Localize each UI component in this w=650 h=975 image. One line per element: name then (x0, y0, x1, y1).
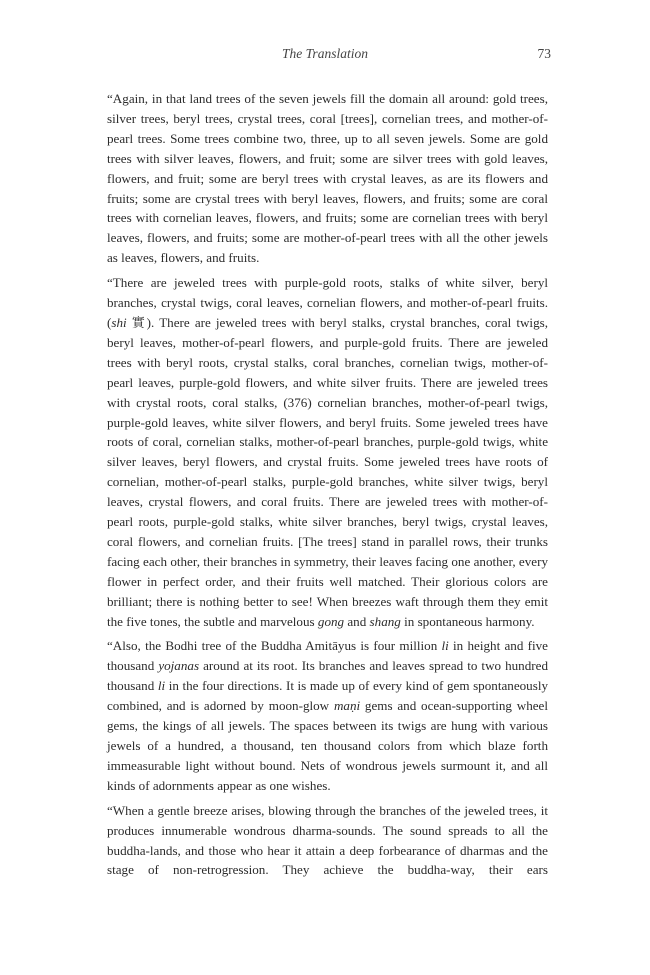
italic-term: gong (317, 613, 345, 629)
text-run: “Also, the Bodhi tree of the Buddha Amitāyus is four million (107, 638, 442, 654)
italic-term: shang (369, 613, 401, 629)
text-run: in spontaneous harmony. (400, 613, 535, 629)
running-head (0, 46, 650, 66)
text-run: in the four directions. It is made up of every kind of gem spontaneously combined, and is adorned by moon-glow (107, 678, 549, 714)
text-run: and (344, 613, 370, 629)
text-run: in height and five thousand (107, 638, 548, 674)
italic-term: li (441, 638, 449, 654)
text-run: “Again, in that land trees of the seven jewels fill the domain all around: gold trees, silver trees, beryl trees, crystal trees, coral [trees], cornelian trees, and mother-of-pearl trees. Some trees combine two, three, up to all seven jewels. Some are gold trees with silver leaves, flowers, and fruit; some are silver trees with gold leaves, flowers, and fruit; some are beryl trees with crystal leaves, as are its flowers and fruits; some are crystal trees with beryl leaves, flowers, and fruits; some are coral trees with cornelian leaves, flowers, and fruits; some are cornelian trees with beryl leaves, flowers, and fruits; some are mother-of-pearl trees with all the other jewels as leaves, flowers, and fruits. (107, 91, 548, 266)
paragraph (107, 273, 548, 631)
paragraph (107, 801, 548, 881)
running-title: The Translation (282, 46, 368, 61)
paragraph (107, 89, 548, 268)
italic-term: shi (111, 314, 127, 330)
text-run: 實). There are jeweled trees with beryl stalks, crystal branches, coral twigs, beryl leaves, mother-of-pearl flowers, and purple-gold fruits. There are jeweled trees with beryl roots, crystal stalks, coral branches, cornelian twigs, mother-of-pearl leaves, purple-gold flowers, and white silver fruits. There are jeweled trees with crystal roots, coral stalks, (376) cornelian branches, mother-of-pearl twigs, purple-gold leaves, white silver flowers, and beryl fruits. Some jeweled trees have roots of coral, cornelian stalks, mother-of-pearl branches, purple-gold twigs, white silver leaves, beryl flowers, and crystal fruits. Some jeweled trees have roots of cornelian, mother-of-pearl stalks, purple-gold branches, white silver twigs, beryl leaves, crystal flowers, and coral fruits. There are jeweled trees with mother-of-pearl roots, purple-gold stalks, white silver branches, beryl twigs, crystal leaves, coral flowers, and cornelian fruits. [The trees] stand in parallel rows, their trunks facing each other, their branches in symmetry, their leaves facing one another, every flower in perfect order, and their fruits well matched. Their glorious colors are brilliant; there is nothing better to see! When breezes waft through them they emit the five tones, the subtle and marvelous (107, 314, 548, 629)
body-text (107, 89, 548, 885)
italic-term: maṇi (333, 698, 361, 714)
text-run: around at its root. Its branches and leaves spread to two hundred thousand (107, 658, 548, 694)
italic-term: li (157, 678, 166, 694)
text-run: gems and ocean-supporting wheel gems, the kings of all jewels. The spaces between its twigs are hung with various jewels of a hundred, a thousand, ten thousand colors from which blaze forth immeasurable light without bound. Nets of wondrous jewels surmount it, and all kinds of adornments appear as one wishes. (107, 698, 548, 793)
italic-term: yojanas (158, 658, 200, 674)
text-run: “When a gentle breeze arises, blowing through the branches of the jeweled trees, it produces innumerable wondrous dharma-sounds. The sound spreads to all the buddha-lands, and those who hear it attain a deep forbearance of dharmas and the stage of non-retrogression. They achieve the buddha-way, their ears (107, 802, 548, 878)
page-number: 73 (537, 46, 551, 61)
paragraph (107, 636, 548, 795)
text-run: “There are jeweled trees with purple-gold roots, stalks of white silver, beryl branches, crystal twigs, coral leaves, cornelian flowers, and mother-of-pearl fruits. ( (107, 275, 548, 330)
